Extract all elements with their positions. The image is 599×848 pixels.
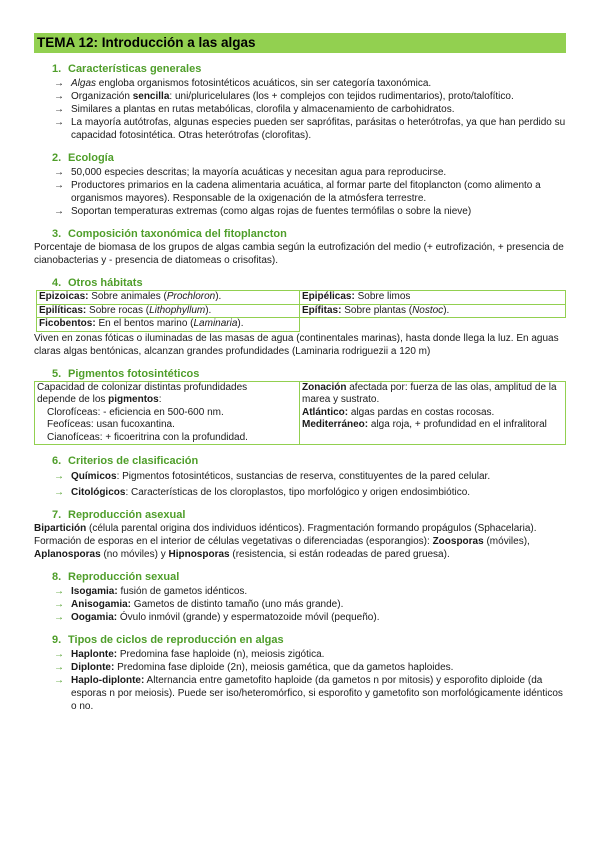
section-repro-sexual: [34, 571, 566, 624]
paragraph: Formación de esporas en el interior de células vegetativas o diferenciadas (esporangios): Zoosporas (móviles), Aplanosporas (no móviles) y Hipnosporas (resistencia, si están rodeadas de pared gruesa).: [34, 536, 530, 560]
document-page: [34, 33, 566, 713]
arrow-icon: →: [54, 471, 64, 482]
arrow-icon: →: [54, 599, 64, 610]
arrow-icon: →: [54, 586, 64, 597]
paragraph: Porcentaje de biomasa de los grupos de algas cambia según la eutrofización del medio (+ eutrofización, + presencia de cianobacterias y - presencia de diatomeas o crisofitas).: [34, 242, 564, 266]
arrow-icon: →: [54, 662, 64, 673]
arrow-icon: →: [54, 117, 64, 128]
list-item: → Oogamia: Óvulo inmóvil (grande) y espermatozoide móvil (pequeño).: [54, 612, 380, 623]
table-cell: Capacidad de colonizar distintas profundidades depende de los pigmentos: Clorofíceas: - eficiencia en 500-600 nm. Feofíceas: usan fucoxantina. Cianofíceas: + ficoeritrina con la profundidad.: [35, 381, 300, 445]
list-item: → Citológicos: Características de los cloroplastos, tipo morfológico y origen endosimbiótico.: [54, 487, 471, 498]
list-item: → Isogamia: fusión de gametos idénticos.: [54, 586, 248, 597]
section-ecologia: [34, 152, 566, 218]
arrow-icon: →: [54, 104, 64, 115]
list-item: → Soportan temperaturas extremas (como algas rojas de fuentes termófilas o sobre la nieve): [54, 206, 472, 217]
section-caracteristicas: [34, 63, 566, 142]
table-cell: Zonación afectada por: fuerza de las olas, amplitud de la marea y sustrato. Atlántico: algas pardas en costas rocosas. Mediterráneo: alga roja, + profundidad en el infralitoral: [300, 381, 566, 445]
section-composicion: [34, 228, 566, 267]
arrow-icon: →: [54, 487, 64, 498]
paragraph: Viven en zonas fóticas o iluminadas de las masas de agua (continentales marinas), hasta donde llega la luz. En aguas claras algas bentónicas, alcanzan grandes profundidades (Laminaria rodriguezii a 120 m): [34, 332, 559, 357]
arrow-icon: →: [54, 91, 64, 102]
table-cell: [300, 318, 566, 332]
list-item: → Anisogamia: Gametos de distinto tamaño (uno más grande).: [54, 599, 344, 610]
arrow-icon: →: [54, 675, 64, 686]
section-title: 2. Ecología: [52, 152, 114, 164]
table-cell: Epipélicas: Sobre limos: [300, 291, 566, 305]
list-item: → Haplonte: Predomina fase haploide (n), meiosis zigótica.: [54, 649, 325, 660]
paragraph: Bipartición (célula parental origina dos individuos idénticos). Fragmentación formando propágulos (Sphacelaria).: [34, 523, 537, 534]
arrow-icon: →: [54, 78, 64, 89]
section-title: 1. Características generales: [52, 63, 202, 75]
section-ciclos: [34, 634, 566, 713]
section-title: 9. Tipos de ciclos de reproducción en algas: [52, 634, 284, 646]
list-item: → Químicos: Pigmentos fotosintéticos, sustancias de reserva, constituyentes de la pared celular.: [54, 471, 491, 482]
table-cell: Epífitas: Sobre plantas (Nostoc).: [300, 304, 566, 318]
arrow-icon: →: [54, 649, 64, 660]
section-title: 5. Pigmentos fotosintéticos: [52, 367, 200, 380]
section-title: 8. Reproducción sexual: [52, 571, 180, 583]
list-item: → 50,000 especies descritas; la mayoría acuáticas y necesitan agua para reproducirse.: [54, 167, 447, 178]
table-cell: Epilíticas: Sobre rocas (Lithophyllum).: [37, 304, 300, 318]
table-cell: Ficobentos: En el bentos marino (Laminaria).: [37, 318, 300, 332]
arrow-icon: →: [54, 612, 64, 623]
section-title: 6. Criterios de clasificación: [52, 455, 199, 467]
arrow-icon: →: [54, 206, 64, 217]
list-item: → Productores primarios en la cadena alimentaria acuática, al formar parte del fitoplancton (como alimento a organismos mayores). Responsable de la oxigenación de la atmósfera terrestre.: [54, 180, 541, 204]
list-item: → Similares a plantas en rutas metabólicas, clorofila y almacenamiento de carbohidratos.: [54, 104, 455, 115]
section-pigmentos: [34, 368, 566, 446]
section-repro-asexual: [34, 509, 566, 561]
section-title: 4. Otros hábitats: [52, 277, 143, 289]
list-item: → Haplo-diplonte: Alternancia entre gametofito haploide (da gametos n por mitosis) y esporofito diploide (da esporas n por meiosis). Puede ser iso/heteromórfico, si esporofito y gametofito son morfológicamente idénticos o no.: [54, 675, 563, 712]
pigmentos-table: [34, 381, 566, 446]
section-title: 7. Reproducción asexual: [52, 509, 186, 521]
section-criterios: [34, 455, 566, 499]
section-title: 3. Composición taxonómica del fitoplancton: [52, 228, 287, 240]
table-cell: Epizoicas: Sobre animales (Prochloron).: [37, 291, 300, 305]
arrow-icon: →: [54, 167, 64, 178]
arrow-icon: →: [54, 180, 64, 191]
list-item: → Organización sencilla: uni/pluricelulares (los + complejos con tejidos rudimentarios), proto/talofítico.: [54, 91, 514, 102]
section-habitats: [34, 277, 566, 358]
habitats-table: [36, 290, 566, 332]
list-item: → La mayoría autótrofas, algunas especies pueden ser saprófitas, parásitas o heterótrofas, ya que han perdido su capacidad fotosintética. Otras heterótrofas (clorofitas).: [54, 117, 566, 141]
list-item: → Algas engloba organismos fotosintéticos acuáticos, sin ser categoría taxonómica.: [54, 78, 432, 89]
list-item: → Diplonte: Predomina fase diploide (2n), meiosis gamética, que da gametos haploides.: [54, 662, 454, 673]
document-title: TEMA 12: Introducción a las algas: [34, 33, 566, 53]
